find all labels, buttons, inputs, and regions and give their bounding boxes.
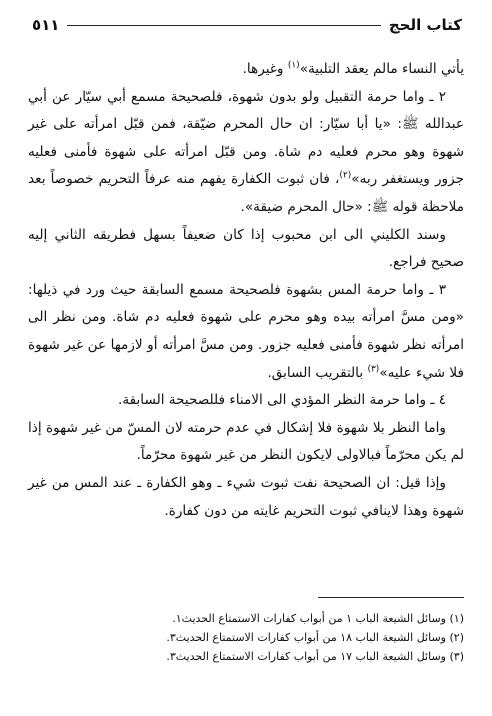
page-header bbox=[32, 14, 462, 36]
paragraph-4: ٣ ـ واما حرمة المس بشهوة فلصحيحة مسمع السابقة حيث ورد في ذيلها: «ومن مسَّ امرأته بيده وهو محرم على شهوة فعليه دم شاة. ومن نظر الى امرأته نظر شهوة فأمنى فعليه جزور. ومن مسَّ امرأته أو لازمها عن غير شهوة فلا شيء عليه»$^{(٣)}$ بالتقريب السابق. bbox=[28, 281, 464, 381]
footnote-rule bbox=[318, 597, 464, 598]
footnote-ref-1: (١) bbox=[287, 60, 300, 71]
paragraph-2: ٢ ـ واما حرمة التقبيل ولو بدون شهوة، فلصحيحة مسمع أبي سيّار عن أبي عبدالله ﷺ: «يا أبا سيّار: ان حال المحرم ضيّقة، فمن قبّل امرأته على غير شهوة وهو محرم فعليه دم شاة. ومن قبّل امرأته على شهوة فأمنى فعليه جزور ويستغفر ربه»$^{(٢)}$، فان ثبوت الكفارة يفهم منه عرفاً التحريم خصوصاً بعد ملاحظة قوله ﷺ: «حال المحرم ضيقة». bbox=[28, 88, 464, 215]
chapter-title: كتاب الحج bbox=[388, 16, 462, 34]
paragraph-7: وإذا قيل: ان الصحيحة نفت ثبوت شيء ـ وهو الكفارة ـ عند المس من غير شهوة وهذا لاينافي ثبوت التحريم غايته من دون كفارة. bbox=[28, 474, 464, 519]
paragraph-6: واما النظر بلا شهوة فلا إشكال في عدم حرمته لان المسّ من غير شهوة إذا لم يكن محرّماً فبالاولى لايكون النظر من غير شهوة محرّماً. bbox=[28, 419, 464, 464]
page-number: ٥١١ bbox=[32, 16, 60, 34]
footnote-2: (٢) وسائل الشيعة الباب ١٨ من أبواب كفارات الاستمتاع الحديث٣. bbox=[166, 631, 464, 644]
body-text bbox=[28, 56, 464, 525]
header-rule bbox=[67, 25, 380, 26]
footnote-ref-3: (٣) bbox=[367, 364, 380, 374]
paragraph-3: وسند الكليني الى ابن محبوب إذا كان ضعيفاً بسهل فطريقه الثاني إليه صحيح فراجع. bbox=[28, 226, 464, 271]
paragraph-5: ٤ ـ واما حرمة النظر المؤدي الى الامناء فللصحيحة السابقة. bbox=[118, 392, 446, 409]
footnote-1: (١) وسائل الشيعة الباب ١ من أبواب كفارات الاستمتاع الحديث١. bbox=[172, 612, 464, 625]
footnote-3: (٣) وسائل الشيعة الباب ١٧ من أبواب كفارات الاستمتاع الحديث٣. bbox=[166, 650, 464, 663]
paragraph-1: يأتي النساء مالم يعقد التلبية»$^{(١)}$ وغيرها. bbox=[242, 60, 464, 77]
footnotes bbox=[28, 609, 464, 666]
footnote-ref-2: (٢) bbox=[339, 170, 352, 181]
